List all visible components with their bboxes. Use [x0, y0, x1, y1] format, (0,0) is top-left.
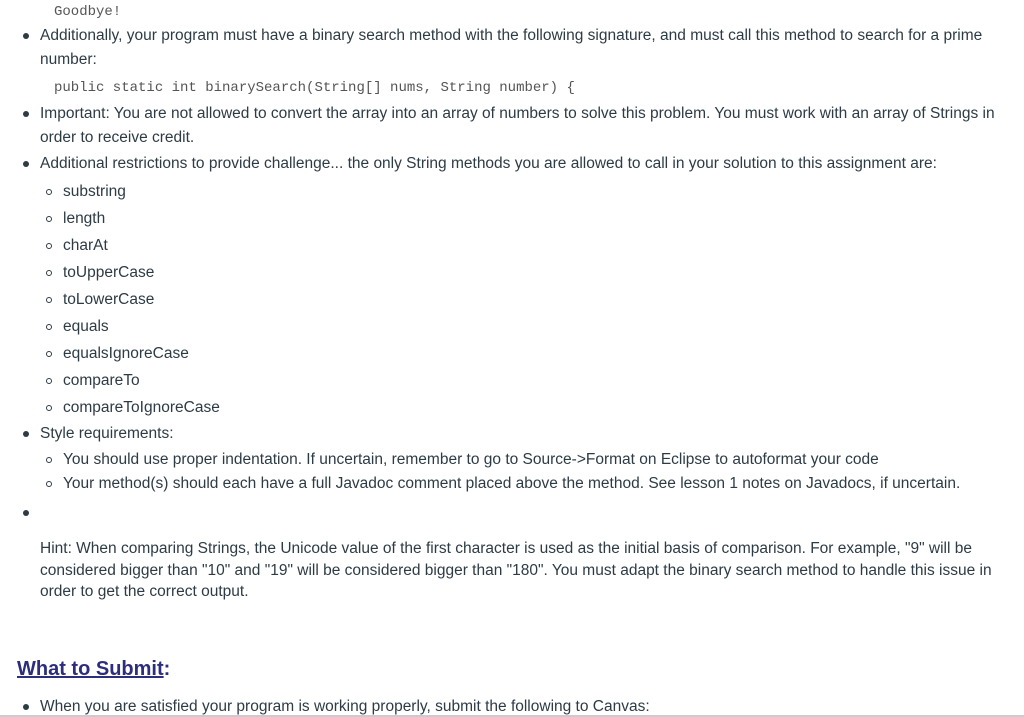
style-requirements-title: Style requirements:: [40, 425, 174, 442]
list-item-restrictions: [0, 152, 1024, 421]
list-item: length: [40, 205, 1018, 232]
important-note-text: Important: You are not allowed to convert the array into an array of numbers to solve this problem. You must work with an array of Strings in order to receive credit.: [40, 105, 995, 146]
allowed-methods-list: [40, 178, 1018, 421]
list-item-empty: [0, 501, 1024, 525]
list-item-style: [0, 422, 1024, 496]
what-to-submit-heading: [17, 656, 170, 682]
list-item: Your method(s) should each have a full Javadoc comment placed above the method. See lesson 1 notes on Javadocs, if uncertain.: [40, 472, 1018, 496]
binary-search-requirement-text: Additionally, your program must have a binary search method with the following signature, and must call this method to search for a prime number:: [40, 27, 983, 68]
requirements-list: [0, 24, 1024, 525]
list-item: compareTo: [40, 367, 1018, 394]
what-to-submit-heading-text: What to Submit: [17, 658, 164, 680]
list-item: substring: [40, 178, 1018, 205]
list-item: equals: [40, 313, 1018, 340]
list-item-important: [0, 102, 1024, 150]
list-item: charAt: [40, 232, 1018, 259]
code-output-goodbye: Goodbye!: [54, 4, 122, 20]
list-item-binary-search: [0, 24, 1024, 100]
list-item: compareToIgnoreCase: [40, 394, 1018, 421]
method-signature-code: public static int binarySearch(String[] nums, String number) {: [54, 80, 575, 96]
list-item: toUpperCase: [40, 259, 1018, 286]
heading-colon: :: [163, 658, 171, 680]
style-requirements-list: [40, 448, 1018, 496]
list-item: You should use proper indentation. If uncertain, remember to go to Source->Format on Eclipse to autoformat your code: [40, 448, 1018, 472]
list-item-submit: When you are satisfied your program is working properly, submit the following to Canvas:: [0, 696, 1024, 717]
list-item: equalsIgnoreCase: [40, 340, 1018, 367]
list-item: toLowerCase: [40, 286, 1018, 313]
hint-paragraph: Hint: When comparing Strings, the Unicode value of the first character is used as the initial basis of comparison. For example, "9" will be considered bigger than "10" and "19" will be considered bigger than "180". You must adapt the binary search method to handle this issue in order to get the correct output.: [40, 540, 992, 600]
restrictions-text: Additional restrictions to provide challenge... the only String methods you are allowed to call in your solution to this assignment are:: [40, 155, 937, 172]
